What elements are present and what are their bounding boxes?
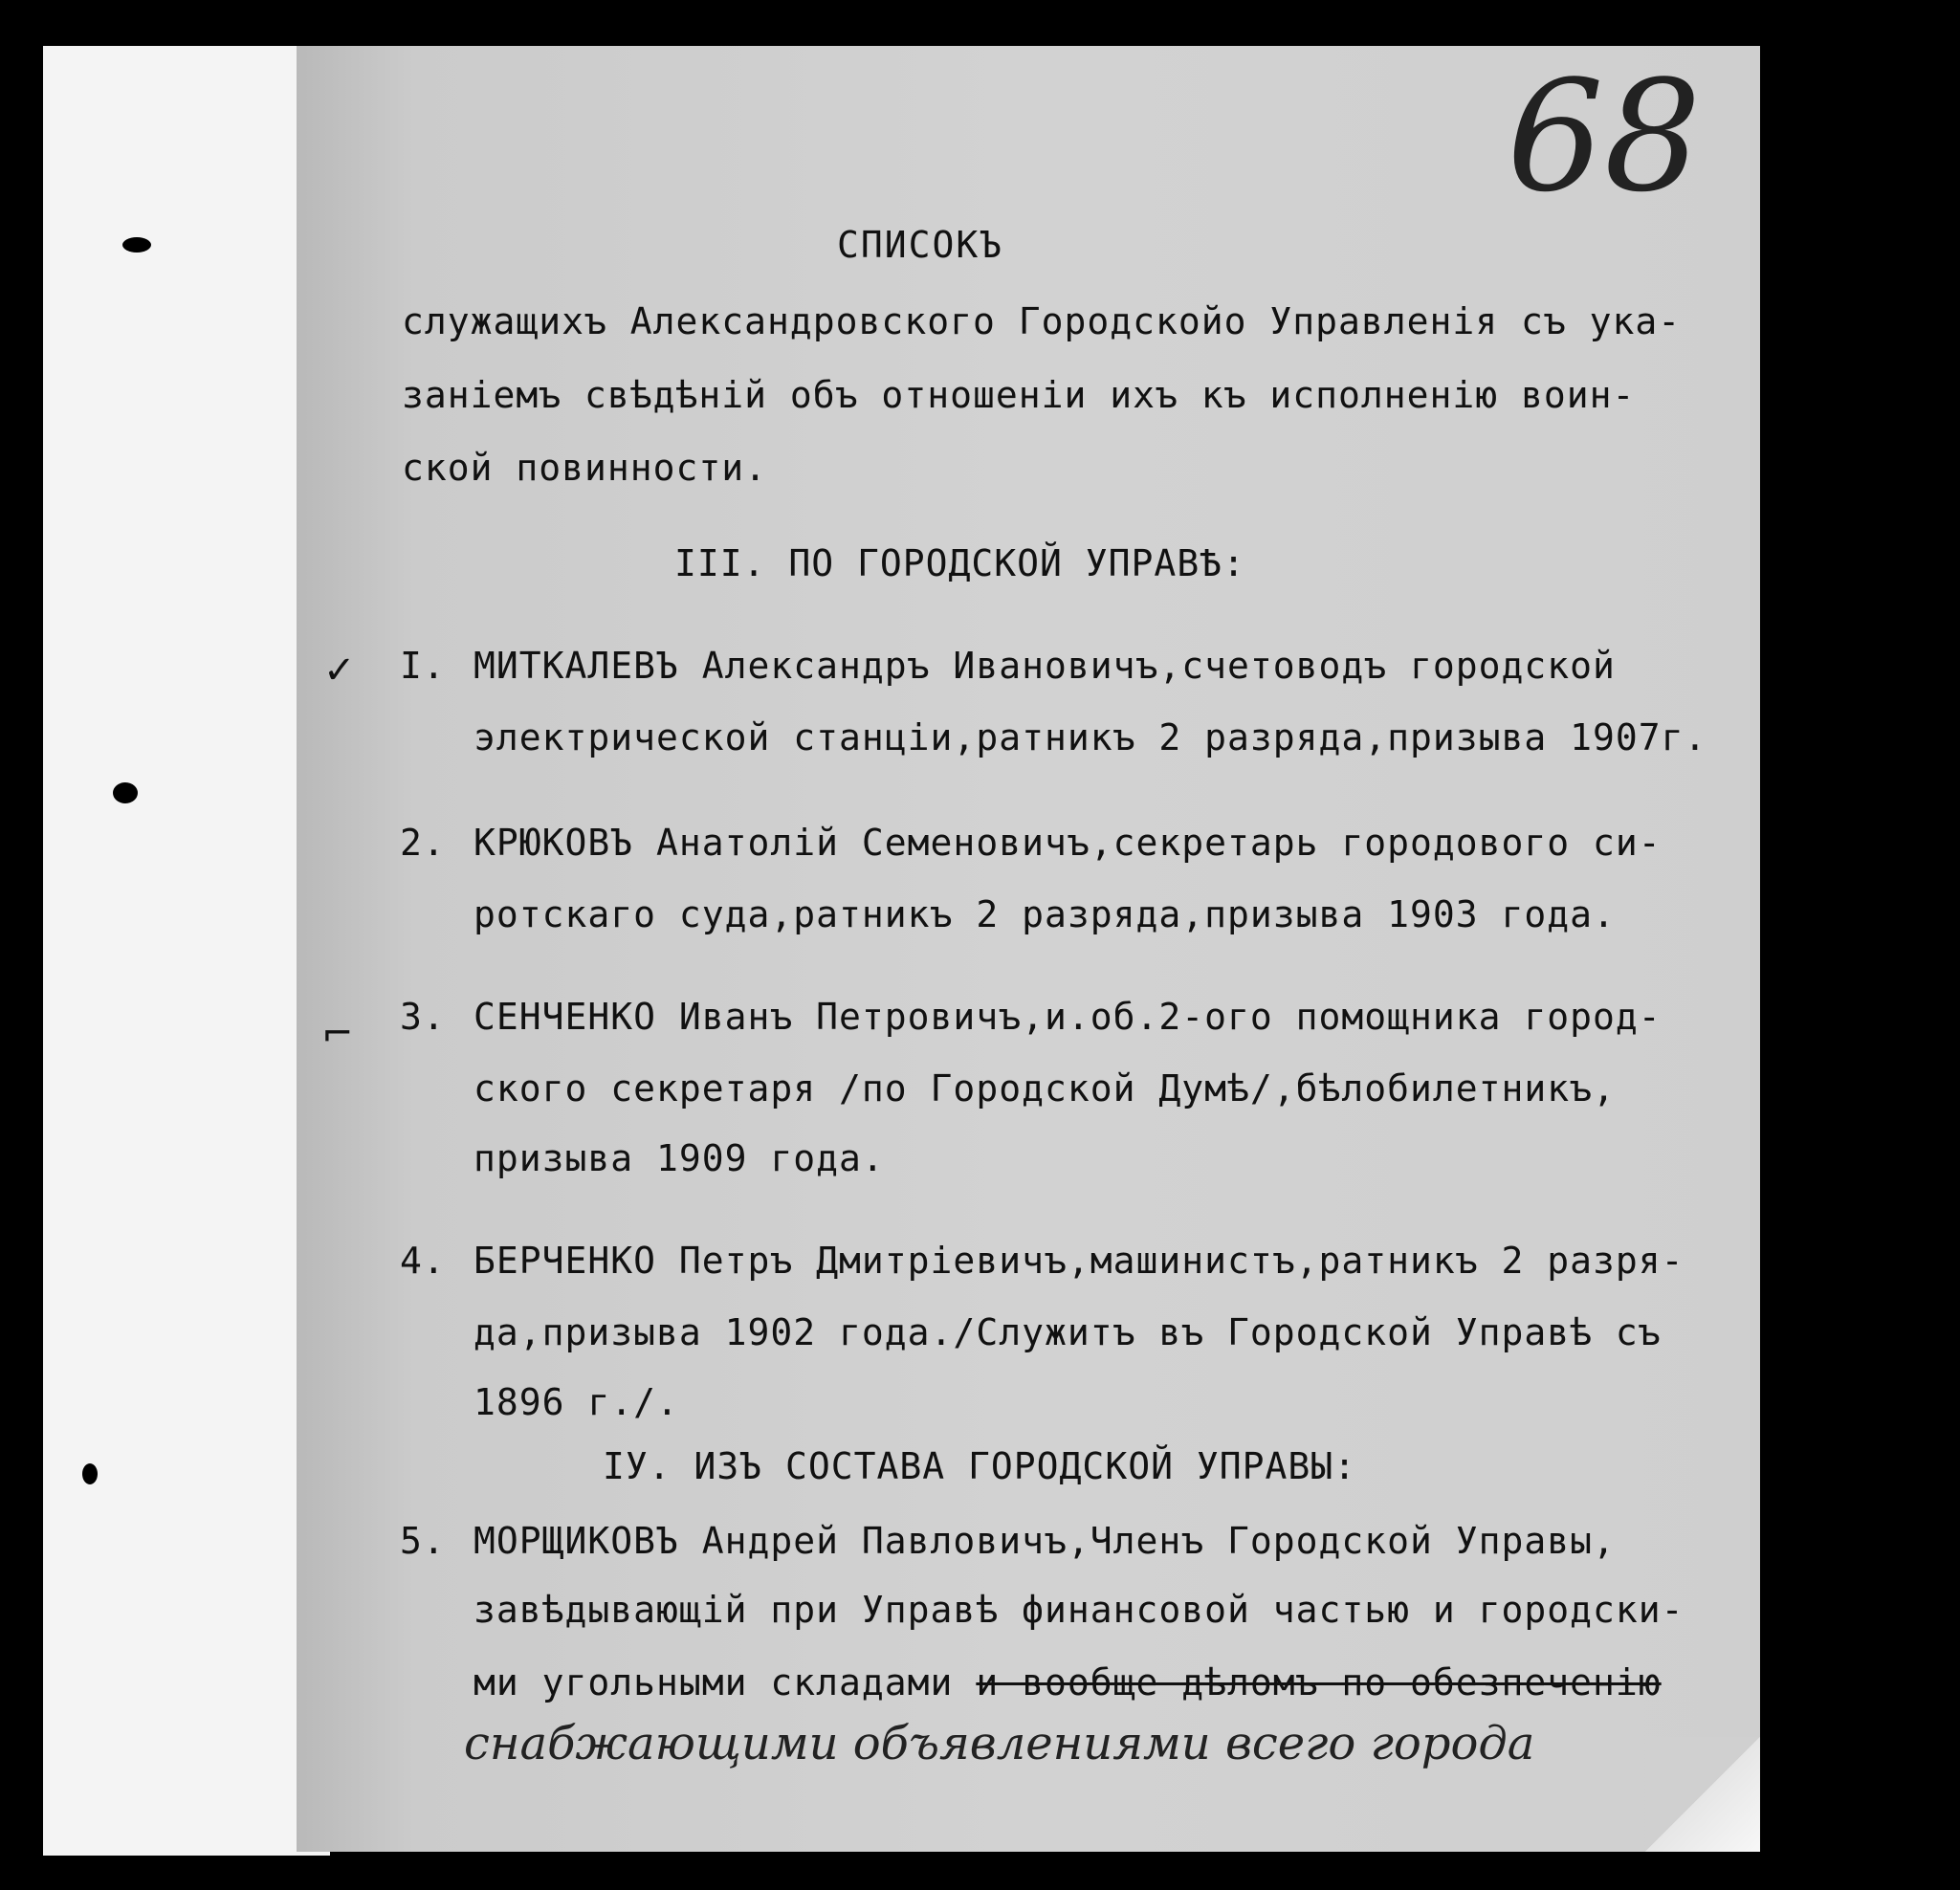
entry-line: 1896 г./. — [473, 1381, 679, 1423]
intro-line: ской повинности. — [402, 447, 768, 489]
document-title: СПИСОКЪ — [837, 224, 1004, 266]
entry-line: ского секретаря /по Городской Думѣ/,бѣлобилетникъ, — [473, 1067, 1616, 1110]
entry-line-kept: ми угольными складами — [473, 1661, 954, 1703]
punch-hole-mark — [122, 237, 151, 253]
entry-number: 4. — [400, 1240, 446, 1282]
document-page — [297, 46, 1760, 1852]
punch-hole-mark — [82, 1463, 98, 1484]
entry-line: БЕРЧЕНКО Петръ Дмитріевичъ,машинистъ,ратникъ 2 разря- — [473, 1240, 1685, 1282]
entry-line: СЕНЧЕНКО Иванъ Петровичъ,и.об.2-ого помощника город- — [473, 996, 1662, 1038]
page-corner-fold — [1645, 1737, 1760, 1852]
section-heading: III. ПО ГОРОДСКОЙ УПРАВѢ: — [674, 542, 1245, 584]
entry-line: да,призыва 1902 года./Служитъ въ Городской Управѣ съ — [473, 1311, 1662, 1353]
entry-line: завѣдывающій при Управѣ финансовой частью и городски- — [473, 1589, 1685, 1631]
entry-number: 3. — [400, 996, 446, 1038]
scan-margin-strip — [43, 46, 330, 1856]
entry-number: I. — [400, 645, 446, 687]
entry-line: КРЮКОВЪ Анатолій Семеновичъ,секретарь городового си- — [473, 822, 1662, 864]
entry-line: МОРЩИКОВЪ Андрей Павловичъ,Членъ Городской Управы, — [473, 1520, 1616, 1562]
entry-number: 5. — [400, 1520, 446, 1562]
section-heading: IУ. ИЗЪ СОСТАВА ГОРОДСКОЙ УПРАВЫ: — [603, 1445, 1356, 1487]
entry-number: 2. — [400, 822, 446, 864]
entry-line: МИТКАЛЕВЪ Александръ Ивановичъ,счетоводъ городской — [473, 645, 1616, 687]
intro-line: служащихъ Александровского Городскойо Управленія съ ука- — [402, 300, 1682, 342]
punch-hole-mark — [113, 782, 138, 803]
entry-line: электрической станціи,ратникъ 2 разряда,призыва 1907г. — [473, 716, 1707, 758]
margin-tick-icon: ⌐ — [321, 1012, 354, 1056]
folio-number: 68 — [1507, 47, 1702, 226]
entry-line: ротскаго суда,ратникъ 2 разряда,призыва 1903 года. — [473, 893, 1616, 935]
handwritten-insertion: снабжающими объявлениями всего города — [464, 1717, 1535, 1770]
entry-line: призыва 1909 года. — [473, 1137, 885, 1179]
intro-line: заніемъ свѣдѣній объ отношеніи ихъ къ исполненію воин- — [402, 374, 1636, 416]
entry-line — [473, 1660, 1662, 1704]
check-mark-icon: ✓ — [323, 648, 356, 692]
entry-line-struck: и вообще дѣломъ по обезпеченію — [976, 1661, 1662, 1703]
